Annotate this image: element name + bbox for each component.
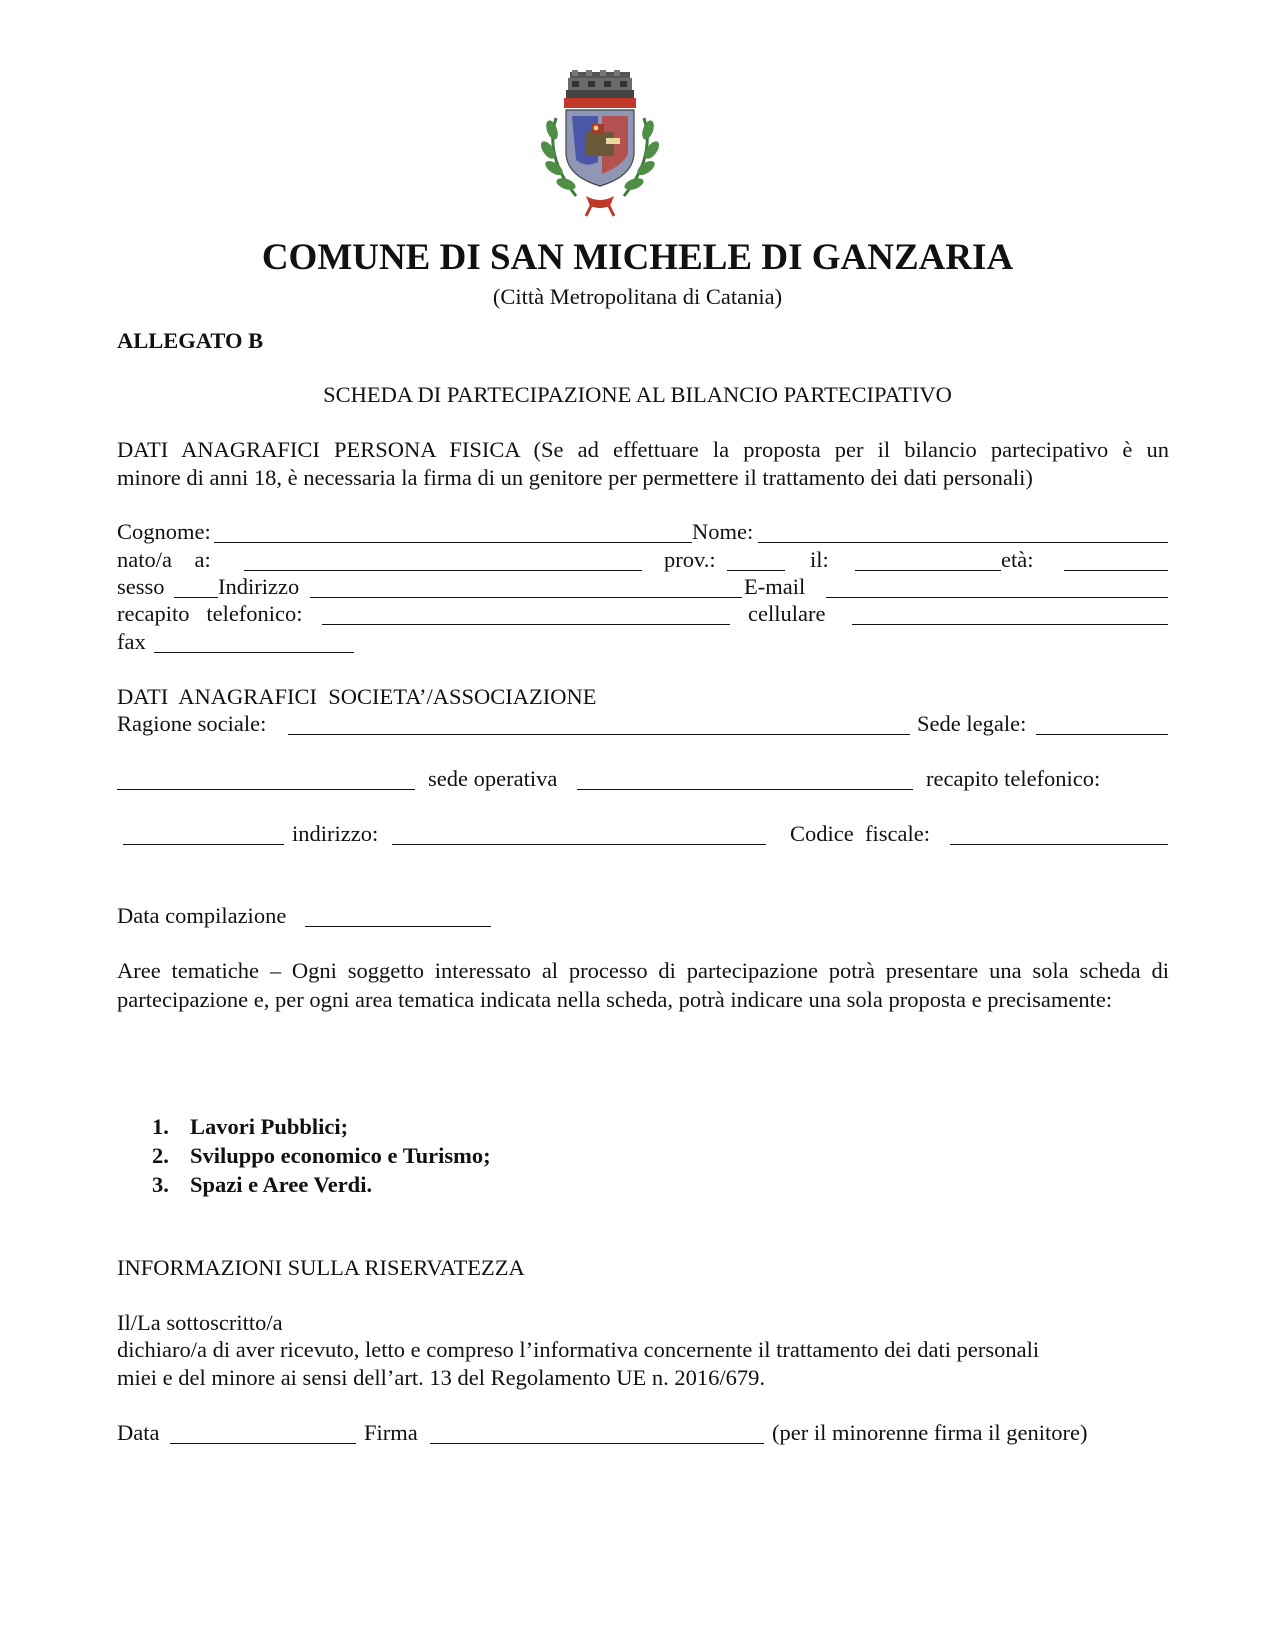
- eta-field[interactable]: [1064, 548, 1168, 576]
- sesso-field[interactable]: [174, 575, 218, 603]
- nato-label: nato/a a:: [117, 547, 211, 572]
- ragione-sociale-field[interactable]: [288, 712, 910, 740]
- prov-field[interactable]: [727, 548, 785, 576]
- list-item-number: 2.: [152, 1143, 169, 1168]
- firma-field[interactable]: [430, 1421, 764, 1449]
- indirizzo-label: Indirizzo: [218, 574, 300, 599]
- list-item-number: 3.: [152, 1172, 169, 1197]
- list-item: [152, 1171, 491, 1200]
- page-title: COMUNE DI SAN MICHELE DI GANZARIA: [261, 237, 1014, 278]
- cellulare-label: cellulare: [748, 601, 826, 626]
- societa-indirizzo-field[interactable]: [392, 822, 766, 850]
- recapito-field[interactable]: [322, 602, 730, 630]
- sede-legale-field[interactable]: [1036, 712, 1168, 740]
- persona-intro-line2: minore di anni 18, è necessaria la firma di un genitore per permettere il trattamento dei dati personali): [117, 465, 1033, 490]
- email-field[interactable]: [826, 575, 1168, 603]
- data-compilazione-field[interactable]: [305, 904, 491, 932]
- indirizzo-field[interactable]: [310, 575, 742, 603]
- sede-operativa-field[interactable]: [577, 767, 913, 795]
- firma-data-field[interactable]: [170, 1421, 356, 1449]
- list-item: [152, 1113, 491, 1142]
- annex-label: ALLEGATO B: [117, 328, 264, 353]
- aree-intro: Aree tematiche – Ogni soggetto interessato al processo di partecipazione potrà presentare una sola scheda di partecipazione e, per ogni area tematica indicata nella scheda, potrà indicare una sola proposta e precisamente:: [117, 958, 1169, 1012]
- societa-indirizzo-label: indirizzo:: [292, 821, 379, 846]
- riservatezza-heading: INFORMAZIONI SULLA RISERVATEZZA: [117, 1255, 525, 1280]
- dichiaro-line2: miei e del minore ai sensi dell’art. 13 del Regolamento UE n. 2016/679.: [117, 1365, 765, 1390]
- sede-operativa-label: sede operativa: [428, 766, 558, 791]
- firma-note: (per il minorenne firma il genitore): [772, 1420, 1088, 1445]
- sede-legale-label: Sede legale:: [917, 711, 1027, 736]
- il-label: il:: [810, 547, 829, 572]
- nato-field[interactable]: [244, 548, 642, 576]
- data-compilazione-label: Data compilazione: [117, 903, 287, 928]
- ragione-sociale-label: Ragione sociale:: [117, 711, 267, 736]
- list-item-label: Lavori Pubblici;: [190, 1114, 349, 1139]
- recapito-label: recapito telefonico:: [117, 601, 303, 626]
- societa-recapito-label: recapito telefonico:: [926, 766, 1101, 791]
- list-item-label: Spazi e Aree Verdi.: [190, 1172, 373, 1197]
- aree-list: [152, 1113, 491, 1200]
- list-item: [152, 1142, 491, 1171]
- nome-field[interactable]: [758, 520, 1168, 548]
- sede-legale-field-cont[interactable]: [117, 767, 415, 795]
- firma-data-label: Data: [117, 1420, 160, 1445]
- page-subtitle: (Città Metropolitana di Catania): [492, 284, 783, 309]
- cognome-field[interactable]: [214, 520, 692, 548]
- codice-fiscale-label: Codice fiscale:: [790, 821, 930, 846]
- eta-label: età:: [1001, 547, 1034, 572]
- comune-crest-icon: [536, 70, 664, 218]
- dichiaro-line1: dichiaro/a di aver ricevuto, letto e compreso l’informativa concernente il trattamento dei dati personali: [117, 1337, 1040, 1362]
- form-title: SCHEDA DI PARTECIPAZIONE AL BILANCIO PARTECIPATIVO: [323, 382, 952, 407]
- list-item-label: Sviluppo economico e Turismo;: [190, 1143, 491, 1168]
- cognome-label: Cognome:: [117, 519, 211, 544]
- il-field[interactable]: [855, 548, 1001, 576]
- codice-fiscale-field[interactable]: [950, 822, 1168, 850]
- fax-field[interactable]: [154, 630, 354, 658]
- firma-label: Firma: [364, 1420, 418, 1445]
- societa-heading: DATI ANAGRAFICI SOCIETA’/ASSOCIAZIONE: [117, 684, 597, 709]
- fax-label: fax: [117, 629, 146, 654]
- prov-label: prov.:: [664, 547, 716, 572]
- list-item-number: 1.: [152, 1114, 169, 1139]
- sesso-label: sesso: [117, 574, 165, 599]
- cellulare-field[interactable]: [852, 602, 1168, 630]
- societa-recapito-field[interactable]: [123, 822, 284, 850]
- nome-label: Nome:: [692, 519, 754, 544]
- sottoscritto-label: Il/La sottoscritto/a: [117, 1310, 283, 1335]
- email-label: E-mail: [744, 574, 806, 599]
- persona-intro-line1: DATI ANAGRAFICI PERSONA FISICA (Se ad effettuare la proposta per il bilancio partecipativo è un: [117, 437, 1169, 462]
